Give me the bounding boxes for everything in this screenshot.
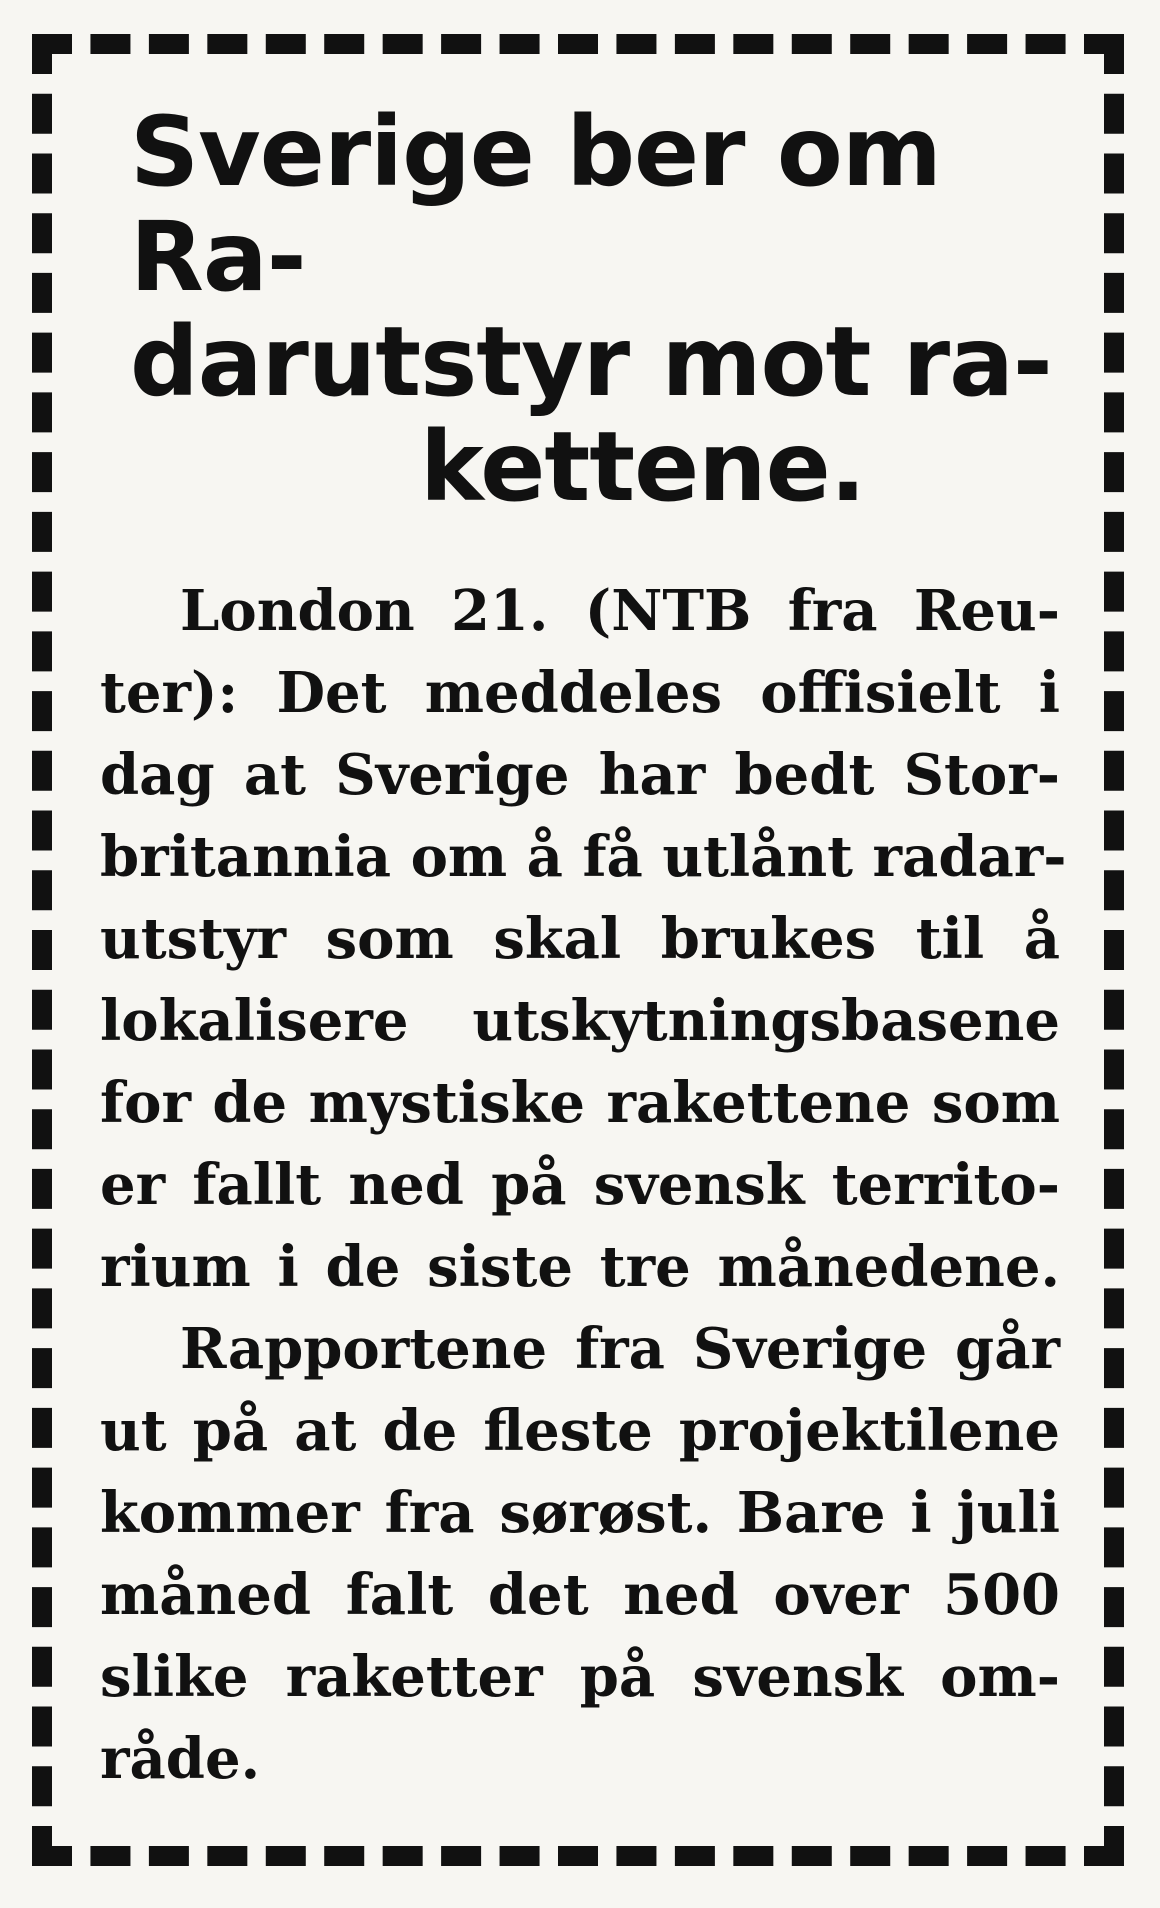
article-body bbox=[100, 570, 1067, 1800]
body-line: utstyr som skal brukes til å bbox=[100, 906, 1060, 972]
body-line: slike raketter på svensk om- bbox=[100, 1644, 1060, 1710]
body-line: Rapportene fra Sverige går bbox=[180, 1316, 1060, 1382]
headline bbox=[100, 96, 1060, 523]
body-line: er fallt ned på svensk territo- bbox=[100, 1152, 1060, 1218]
body-line: kommer fra sørøst. Bare i juli bbox=[100, 1480, 1060, 1546]
body-line: ut på at de fleste projektilene bbox=[100, 1398, 1060, 1464]
body-line: London 21. (NTB fra Reu- bbox=[180, 578, 1060, 644]
body-line: rium i de siste tre månedene. bbox=[100, 1234, 1060, 1300]
body-line: britannia om å få utlånt radar- bbox=[100, 824, 1067, 890]
article bbox=[100, 96, 1067, 1800]
body-line: råde. bbox=[100, 1726, 261, 1792]
headline-line: darutstyr mot ra- bbox=[130, 306, 1052, 418]
body-line: lokalisere utskytningsbasene bbox=[100, 988, 1060, 1054]
paragraph-2 bbox=[100, 1308, 1060, 1800]
paragraph-1 bbox=[100, 570, 1067, 1308]
body-line: måned falt det ned over 500 bbox=[100, 1562, 1060, 1628]
body-line: for de mystiske rakettene som bbox=[100, 1070, 1060, 1136]
body-line: ter): Det meddeles offisielt i bbox=[100, 660, 1060, 726]
headline-line: Sverige ber om Ra- bbox=[130, 96, 941, 313]
body-line: dag at Sverige har bedt Stor- bbox=[100, 742, 1060, 808]
headline-line: kettene. bbox=[420, 411, 866, 523]
